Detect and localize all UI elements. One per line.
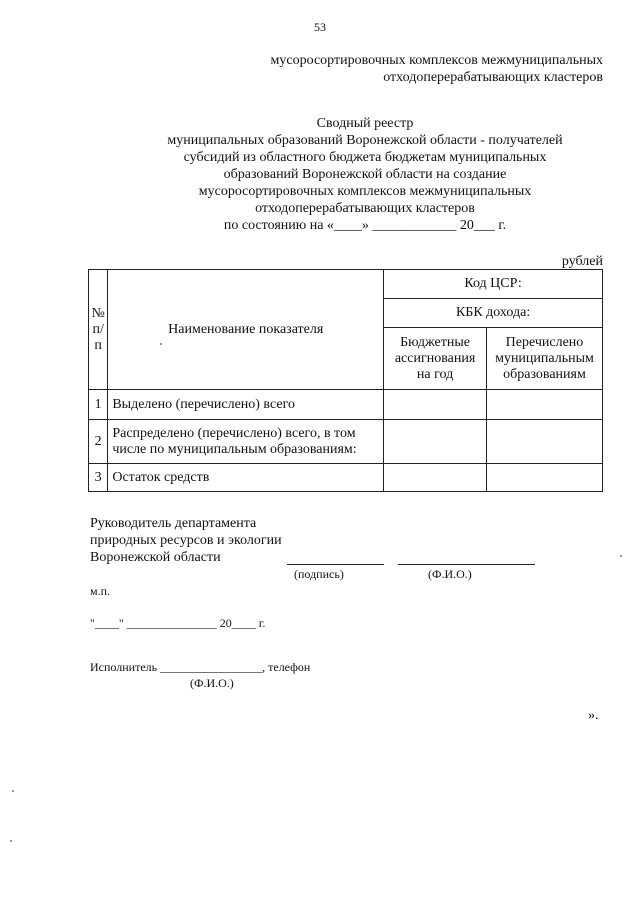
title-line-3: субсидий из областного бюджета бюджетам муниципальных [183,150,547,165]
title-line-6: отходоперерабатывающих кластеров [255,201,475,216]
executor-fio-caption: (Ф.И.О.) [190,676,234,690]
stamp-place-label: м.п. [90,584,111,598]
registry-table [88,269,603,492]
header-transferred: Перечислено муниципальным образованиям [486,328,602,390]
scan-speck [160,343,162,345]
header-continuation [271,52,603,86]
signatory-line-2: природных ресурсов и экологии [90,533,282,548]
row-budget-cell [384,420,487,464]
header-line-1: мусоросортировочных комплексов межмуниципальных [270,53,603,68]
title-line-1: Сводный реестр [316,116,414,131]
executor-line: Исполнитель _________________, телефон [90,660,311,674]
units-label: рублей [561,254,603,269]
title-line-7: по состоянию на «____» ____________ 20___ г. [223,218,507,233]
scan-speck [10,840,12,842]
row-budget-cell [384,390,487,420]
signatory-block [90,515,282,566]
title-line-5: мусоросортировочных комплексов межмуниципальных [198,184,532,199]
row-name: Распределено (перечислено) всего, в том числе по муниципальным образованиям: [108,420,384,464]
row-name: Остаток средств [108,464,384,492]
signatory-line-1: Руководитель департамента [90,516,257,531]
title-line-2: муниципальных образований Воронежской области - получателей [167,133,563,148]
table-row [89,390,603,420]
row-name: Выделено (перечислено) всего [108,390,384,420]
signature-caption: (подпись) [294,567,344,581]
row-budget-cell [384,464,487,492]
scan-speck [12,790,14,792]
date-line: "____" _______________ 20____ г. [90,616,266,630]
page-number: 53 [314,20,326,34]
header-kbk: КБК дохода: [384,299,603,328]
document-title [100,115,630,234]
fio-line [398,564,535,565]
signature-line [287,564,384,565]
table-row [89,464,603,492]
row-transferred-cell [486,420,602,464]
title-line-4: образований Воронежской области на создание [223,167,507,182]
scan-speck [620,555,622,557]
table-row [89,420,603,464]
closing-quote: ». [588,708,599,723]
header-num: № п/п [89,270,108,390]
row-num: 1 [89,390,108,420]
signatory-line-3: Воронежской области [90,550,221,565]
header-code-csr: Код ЦСР: [384,270,603,299]
header-name: Наименование показателя [108,270,384,390]
fio-caption: (Ф.И.О.) [428,567,472,581]
row-transferred-cell [486,390,602,420]
row-num: 2 [89,420,108,464]
header-line-2: отходоперерабатывающих кластеров [383,70,603,85]
row-transferred-cell [486,464,602,492]
header-budget: Бюджетные ассигнования на год [384,328,487,390]
row-num: 3 [89,464,108,492]
